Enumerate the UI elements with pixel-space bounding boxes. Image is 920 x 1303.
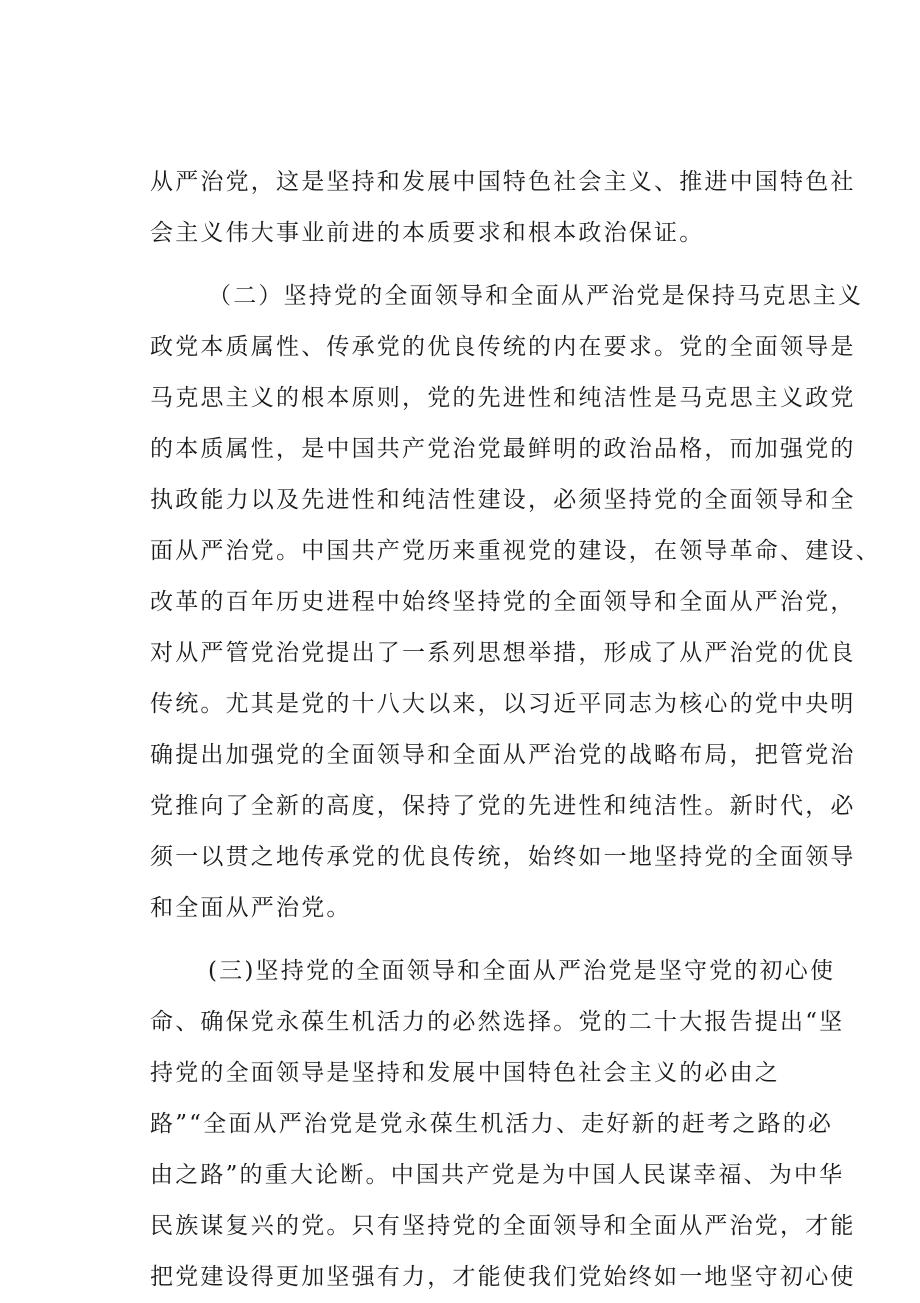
text-line: 和全面从严治党。 [150, 895, 352, 921]
text-line: 把党建设得更加坚强有力，才能使我们党始终如一地坚守初心使 [150, 1264, 856, 1290]
text-line: 持党的全面领导是坚持和发展中国特色社会主义的必由之 [150, 1060, 780, 1086]
text-line: 确提出加强党的全面领导和全面从严治党的战略布局，把管党治 [150, 742, 856, 768]
text-line: 从严治党，这是坚持和发展中国特色社会主义、推进中国特色社 [150, 169, 856, 195]
section-heading-2: （二）坚持党的全面领导和全面从严治党是保持马克思主义 [208, 283, 864, 309]
text-line: 政党本质属性、传承党的优良传统的内在要求。党的全面领导是 [150, 334, 856, 360]
text-line: 执政能力以及先进性和纯洁性建设，必须坚持党的全面领导和全 [150, 487, 856, 513]
section-heading-3: (三)坚持党的全面领导和全面从严治党是坚守党的初心使 [208, 958, 836, 984]
text-line: 命、确保党永葆生机活力的必然选择。党的二十大报告提出“坚 [150, 1009, 845, 1035]
text-line: 改革的百年历史进程中始终坚持党的全面领导和全面从严治党， [150, 589, 856, 615]
body-text [150, 157, 881, 1303]
text-line: 的本质属性，是中国共产党治党最鲜明的政治品格，而加强党的 [150, 436, 856, 462]
text-line: 路”“全面从严治党是党永葆生机活力、走好新的赶考之路的必 [150, 1111, 834, 1137]
text-line: 党推向了全新的高度，保持了党的先进性和纯洁性。新时代，必 [150, 793, 856, 819]
text-line: 传统。尤其是党的十八大以来，以习近平同志为核心的党中央明 [150, 691, 856, 717]
text-line: 须一以贯之地传承党的优良传统，始终如一地坚持党的全面领导 [150, 844, 856, 870]
text-line: 面从严治党。中国共产党历来重视党的建设，在领导革命、建设、 [150, 538, 881, 564]
text-line: 会主义伟大事业前进的本质要求和根本政治保证。 [150, 220, 705, 246]
text-line: 民族谋复兴的党。只有坚持党的全面领导和全面从严治党，才能 [150, 1213, 856, 1239]
text-line: 对从严管党治党提出了一系列思想举措，形成了从严治党的优良 [150, 640, 856, 666]
text-line: 马克思主义的根本原则，党的先进性和纯洁性是马克思主义政党 [150, 385, 856, 411]
text-line: 由之路”的重大论断。中国共产党是为中国人民谋幸福、为中华 [150, 1162, 845, 1188]
